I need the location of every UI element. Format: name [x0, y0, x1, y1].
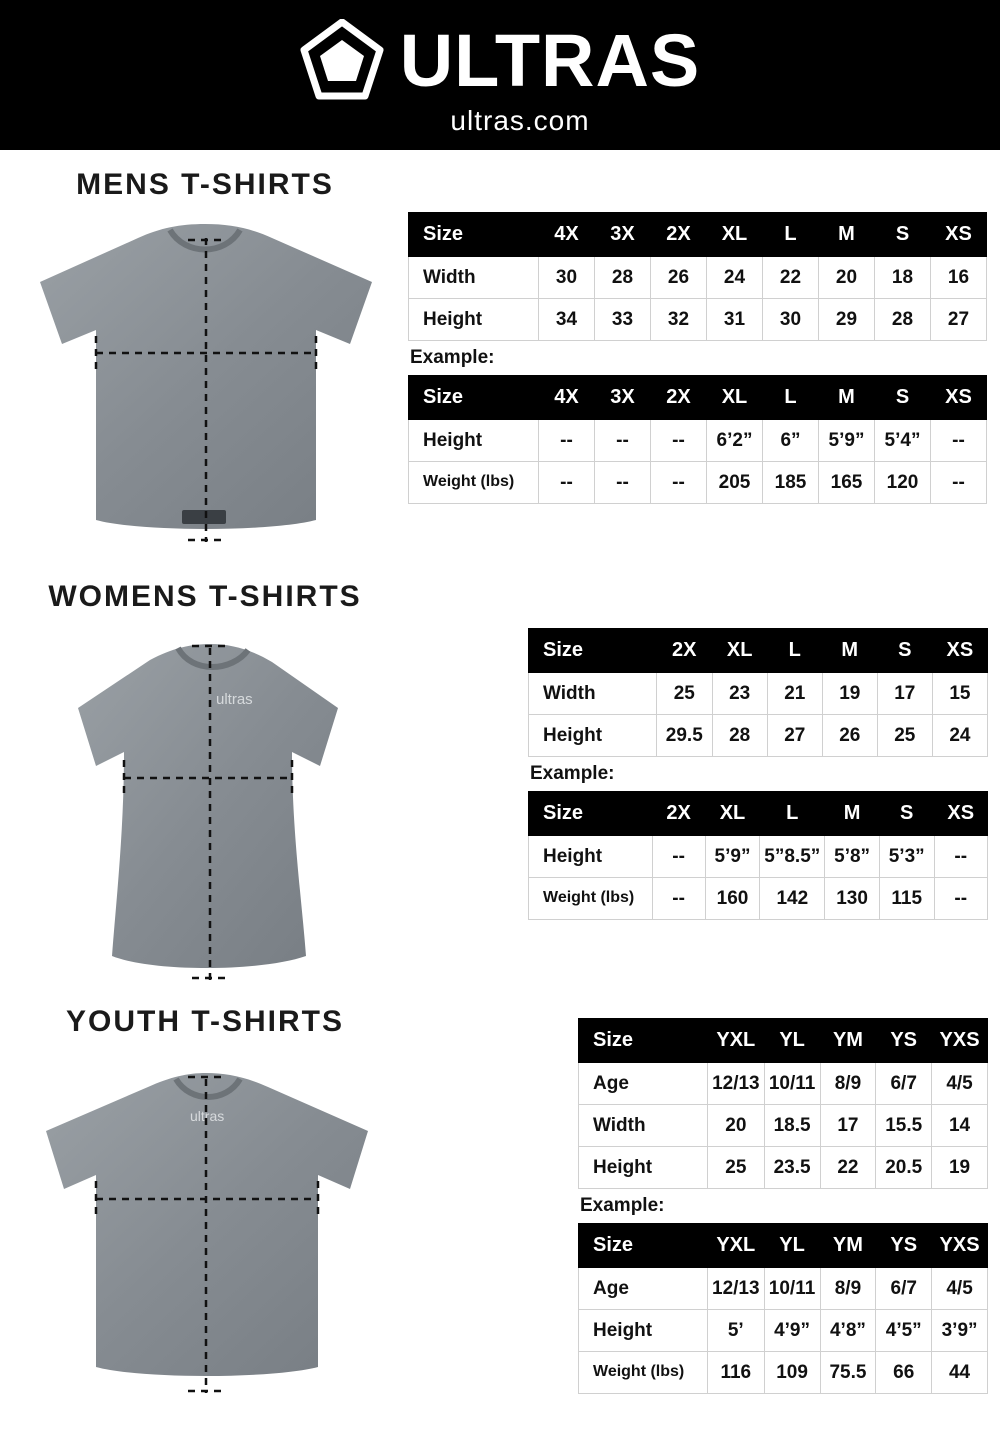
col-head: XL	[712, 629, 767, 673]
womens-tables	[528, 628, 988, 920]
cell: 18.5	[764, 1105, 820, 1147]
cell: 20	[819, 257, 875, 299]
row-label: Height	[529, 836, 653, 878]
row-label: Height	[409, 420, 539, 462]
row-label: Weight (lbs)	[579, 1352, 708, 1394]
table-row	[409, 420, 987, 462]
cell: 10/11	[764, 1063, 820, 1105]
cell: 130	[825, 878, 880, 920]
brand-url: ultras.com	[450, 105, 590, 136]
womens-example-table	[528, 791, 988, 920]
col-head: XS	[931, 376, 987, 420]
col-head: 4X	[539, 376, 595, 420]
row-label: Width	[529, 673, 657, 715]
col-head: YS	[876, 1224, 932, 1268]
col-head: L	[760, 792, 825, 836]
cell: 5’4”	[875, 420, 931, 462]
mens-size-table	[408, 212, 987, 341]
mens-section-title: MENS T-SHIRTS	[76, 168, 334, 201]
col-head: 4X	[539, 213, 595, 257]
table-row	[409, 299, 987, 341]
col-head: YL	[764, 1019, 820, 1063]
row-label: Height	[529, 715, 657, 757]
table-row	[529, 836, 988, 878]
col-head: Size	[409, 376, 539, 420]
cell: 8/9	[820, 1268, 876, 1310]
cell: 4’5”	[876, 1310, 932, 1352]
cell: --	[652, 836, 705, 878]
col-head: YXS	[932, 1224, 988, 1268]
cell: 12/13	[708, 1063, 765, 1105]
cell: 4/5	[932, 1063, 988, 1105]
mens-tshirt-illustration	[20, 220, 390, 560]
svg-text:ultras: ultras	[190, 1108, 225, 1124]
cell: 31	[707, 299, 763, 341]
cell: 18	[875, 257, 931, 299]
cell: 5’3”	[879, 836, 934, 878]
cell: 19	[932, 1147, 988, 1189]
cell: 32	[651, 299, 707, 341]
cell: 15	[932, 673, 987, 715]
cell: 109	[764, 1352, 820, 1394]
cell: 6/7	[876, 1268, 932, 1310]
cell: --	[539, 462, 595, 504]
cell: --	[539, 420, 595, 462]
table-row	[579, 1310, 988, 1352]
youth-size-table	[578, 1018, 988, 1189]
womens-section-art	[20, 580, 390, 992]
cell: 5’9”	[705, 836, 760, 878]
col-head: Size	[409, 213, 539, 257]
col-head: 2X	[651, 213, 707, 257]
cell: 4’9”	[764, 1310, 820, 1352]
cell: 5’9”	[819, 420, 875, 462]
cell: 142	[760, 878, 825, 920]
cell: 12/13	[708, 1268, 765, 1310]
cell: --	[931, 420, 987, 462]
col-head: S	[879, 792, 934, 836]
col-head: M	[819, 376, 875, 420]
col-head: XL	[707, 213, 763, 257]
womens-size-table	[528, 628, 988, 757]
cell: 5’	[708, 1310, 765, 1352]
cell: 160	[705, 878, 760, 920]
cell: --	[651, 420, 707, 462]
col-head: 3X	[595, 213, 651, 257]
cell: 44	[932, 1352, 988, 1394]
col-head: 3X	[595, 376, 651, 420]
cell: 5”8.5”	[760, 836, 825, 878]
row-label: Height	[409, 299, 539, 341]
cell: --	[934, 878, 988, 920]
col-head: YXS	[932, 1019, 988, 1063]
table-header-row	[409, 213, 987, 257]
table-row	[579, 1268, 988, 1310]
col-head: YM	[820, 1019, 876, 1063]
table-row	[409, 462, 987, 504]
cell: 6/7	[876, 1063, 932, 1105]
cell: --	[595, 420, 651, 462]
cell: 4’8”	[820, 1310, 876, 1352]
table-row	[579, 1063, 988, 1105]
cell: 16	[931, 257, 987, 299]
youth-section-title: YOUTH T-SHIRTS	[65, 1005, 344, 1038]
table-header-row	[579, 1224, 988, 1268]
cell: 33	[595, 299, 651, 341]
cell: 30	[539, 257, 595, 299]
table-row	[579, 1105, 988, 1147]
cell: 30	[763, 299, 819, 341]
cell: 185	[763, 462, 819, 504]
cell: 116	[708, 1352, 765, 1394]
row-label: Age	[579, 1268, 708, 1310]
cell: 22	[763, 257, 819, 299]
cell: 66	[876, 1352, 932, 1394]
youth-tshirt-illustration	[20, 1057, 390, 1407]
col-head: 2X	[656, 629, 712, 673]
cell: 3’9”	[932, 1310, 988, 1352]
row-label: Weight (lbs)	[409, 462, 539, 504]
cell: 29.5	[656, 715, 712, 757]
cell: 24	[707, 257, 763, 299]
cell: 28	[712, 715, 767, 757]
row-label: Weight (lbs)	[529, 878, 653, 920]
col-head: 2X	[652, 792, 705, 836]
table-header-row	[409, 376, 987, 420]
cell: 29	[819, 299, 875, 341]
mens-section-art	[20, 168, 390, 560]
table-row	[579, 1352, 988, 1394]
table-row	[529, 715, 988, 757]
row-label: Height	[579, 1310, 708, 1352]
table-row	[529, 878, 988, 920]
cell: 27	[931, 299, 987, 341]
cell: --	[651, 462, 707, 504]
col-head: L	[767, 629, 822, 673]
cell: 20.5	[876, 1147, 932, 1189]
cell: 120	[875, 462, 931, 504]
col-head: YXL	[708, 1019, 765, 1063]
cell: 165	[819, 462, 875, 504]
svg-text:ultras: ultras	[216, 691, 253, 708]
col-head: XS	[934, 792, 988, 836]
col-head: XS	[931, 213, 987, 257]
col-head: XL	[707, 376, 763, 420]
mens-tables	[408, 212, 988, 504]
cell: 20	[708, 1105, 765, 1147]
cell: 25	[877, 715, 932, 757]
pentagon-logo-icon	[300, 19, 384, 103]
cell: 26	[651, 257, 707, 299]
cell: 115	[879, 878, 934, 920]
cell: 4/5	[932, 1268, 988, 1310]
womens-example-label: Example:	[530, 763, 615, 784]
col-head: M	[825, 792, 880, 836]
col-head: M	[822, 629, 877, 673]
cell: 19	[822, 673, 877, 715]
col-head: S	[875, 376, 931, 420]
womens-section-title: WOMENS T-SHIRTS	[48, 580, 362, 613]
col-head: L	[763, 213, 819, 257]
table-row	[409, 257, 987, 299]
cell: 205	[707, 462, 763, 504]
col-head: YM	[820, 1224, 876, 1268]
youth-example-label: Example:	[580, 1195, 665, 1216]
cell: 22	[820, 1147, 876, 1189]
youth-section-art	[20, 1005, 390, 1407]
cell: 10/11	[764, 1268, 820, 1310]
row-label: Height	[579, 1147, 708, 1189]
row-label: Width	[579, 1105, 708, 1147]
col-head: YL	[764, 1224, 820, 1268]
cell: --	[652, 878, 705, 920]
cell: 23	[712, 673, 767, 715]
brand-name: ULTRAS	[399, 19, 701, 102]
cell: 21	[767, 673, 822, 715]
cell: --	[595, 462, 651, 504]
cell: 28	[595, 257, 651, 299]
col-head: XS	[932, 629, 987, 673]
cell: 14	[932, 1105, 988, 1147]
cell: 5’8”	[825, 836, 880, 878]
cell: 27	[767, 715, 822, 757]
col-head: M	[819, 213, 875, 257]
brand-lockup	[300, 19, 701, 103]
cell: 23.5	[764, 1147, 820, 1189]
table-row	[529, 673, 988, 715]
womens-tshirt-illustration	[20, 632, 390, 992]
col-head: XL	[705, 792, 760, 836]
cell: --	[931, 462, 987, 504]
cell: 17	[820, 1105, 876, 1147]
cell: 34	[539, 299, 595, 341]
cell: 75.5	[820, 1352, 876, 1394]
youth-tables	[578, 1018, 988, 1394]
col-head: Size	[529, 629, 657, 673]
mens-example-table	[408, 375, 987, 504]
col-head: Size	[529, 792, 653, 836]
col-head: L	[763, 376, 819, 420]
brand-header	[0, 0, 1000, 150]
col-head: Size	[579, 1019, 708, 1063]
cell: 28	[875, 299, 931, 341]
col-head: S	[875, 213, 931, 257]
col-head: YXL	[708, 1224, 765, 1268]
cell: 6’2”	[707, 420, 763, 462]
col-head: 2X	[651, 376, 707, 420]
mens-example-label: Example:	[410, 347, 495, 368]
col-head: YS	[876, 1019, 932, 1063]
col-head: S	[877, 629, 932, 673]
cell: 25	[656, 673, 712, 715]
row-label: Width	[409, 257, 539, 299]
youth-example-table	[578, 1223, 988, 1394]
cell: 8/9	[820, 1063, 876, 1105]
cell: 25	[708, 1147, 765, 1189]
cell: --	[934, 836, 988, 878]
row-label: Age	[579, 1063, 708, 1105]
col-head: Size	[579, 1224, 708, 1268]
table-header-row	[529, 629, 988, 673]
cell: 26	[822, 715, 877, 757]
cell: 17	[877, 673, 932, 715]
table-header-row	[529, 792, 988, 836]
cell: 6”	[763, 420, 819, 462]
table-row	[579, 1147, 988, 1189]
table-header-row	[579, 1019, 988, 1063]
cell: 15.5	[876, 1105, 932, 1147]
cell: 24	[932, 715, 987, 757]
